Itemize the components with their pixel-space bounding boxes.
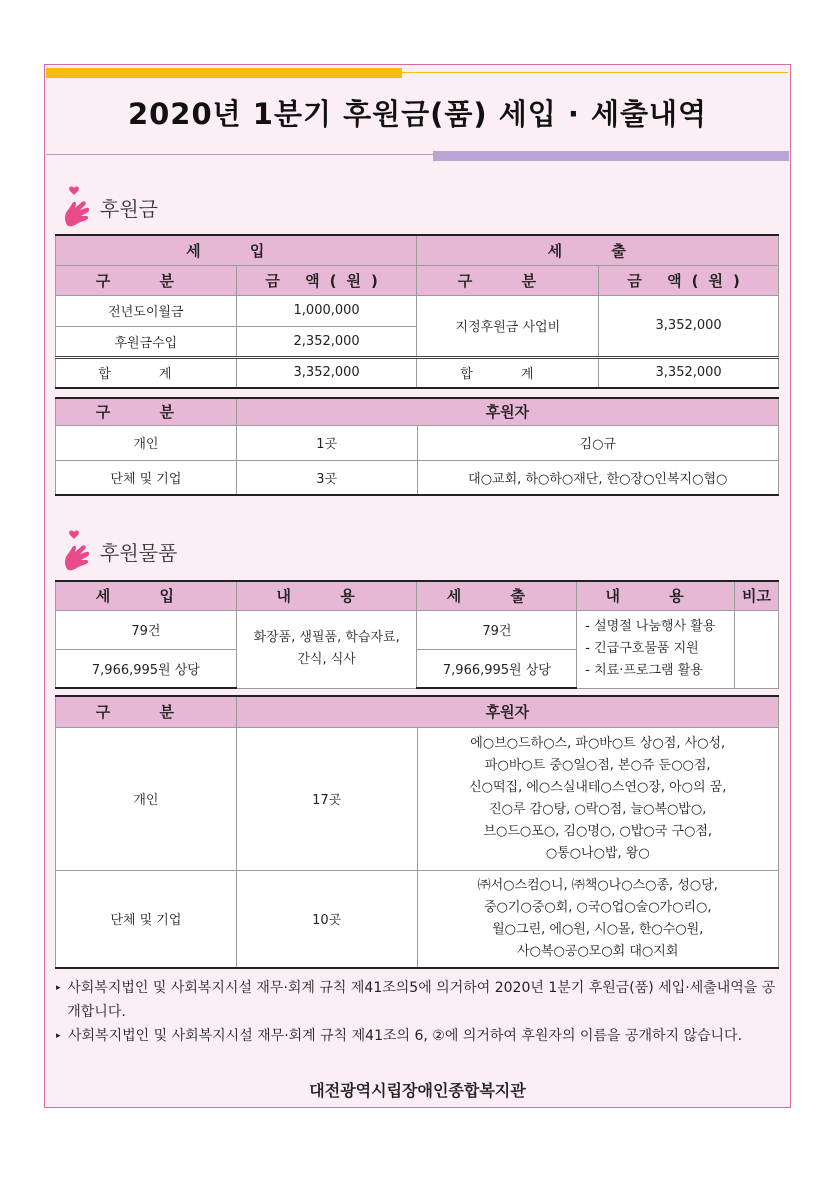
note-text: 사회복지법인 및 사회복지시설 재무·회계 규칙 제41조의5에 의거하여 2020년 1분기 후원금(품) 세입·세출내역을 공개합니다.: [67, 980, 776, 1020]
table-row: [56, 727, 779, 870]
purple-accent-bar: [433, 151, 789, 161]
income-amount: 2,352,000: [236, 326, 417, 357]
income-header: 세 입: [56, 235, 417, 265]
total-label: 합 계: [56, 357, 237, 388]
col-donors: 후원자: [236, 696, 778, 727]
expense-value: 7,966,995원 상당: [417, 649, 577, 688]
gold-accent-line: [402, 72, 788, 73]
col-category: 구 분: [56, 265, 237, 295]
section-heading-money: [62, 186, 158, 228]
notes: [56, 976, 786, 1048]
donor-category: 단체 및 기업: [56, 460, 237, 495]
col-content: 내 용: [577, 581, 735, 610]
note-item: [56, 976, 786, 1024]
donor-names-line: 사○복○공○모○회 대○지회: [517, 943, 679, 959]
col-income: 세 입: [56, 581, 237, 610]
note-item: [56, 1024, 786, 1048]
table-row: [56, 460, 779, 495]
donor-names: 김○규: [417, 425, 779, 460]
donor-names-line: 에○브○드하○스, 파○바○트 상○점, 사○성,: [470, 735, 726, 751]
expense-total: 3,352,000: [599, 357, 779, 388]
donor-category: 개인: [56, 425, 237, 460]
total-row: [56, 357, 779, 388]
col-note: 비고: [735, 581, 779, 610]
expense-count: 79건: [417, 610, 577, 649]
section-title: 후원금: [100, 196, 158, 221]
section-heading-goods: [62, 530, 177, 572]
gold-accent-bar: [46, 68, 402, 78]
donor-names-line: 브○드○포○, 김○명○, ○밥○국 구○점,: [483, 823, 713, 839]
donor-category: 개인: [56, 727, 237, 870]
total-label: 합 계: [417, 357, 599, 388]
col-expense: 세 출: [417, 581, 577, 610]
goods-donor-table: [55, 695, 779, 969]
donor-names-line: ㈜서○스컴○니, ㈜책○나○스○종, 성○당,: [477, 877, 718, 893]
note-text: 사회복지법인 및 사회복지시설 재무·회계 규칙 제41조의 6, ②에 의거하여 후원자의 이름을 공개하지 않습니다.: [68, 1028, 743, 1044]
col-category: 구 분: [56, 398, 237, 425]
col-amount: 금 액(원): [599, 265, 779, 295]
donor-names-line: 진○루 감○탕, ○락○점, 늘○복○밥○,: [489, 801, 707, 817]
table-row: [56, 610, 779, 649]
money-donor-table: [55, 397, 779, 496]
donor-count: 17곳: [236, 727, 417, 870]
income-category: 후원금수입: [56, 326, 237, 357]
donor-names-line: ○통○나○밥, 왕○: [545, 845, 650, 861]
page-title: 2020년 1분기 후원금(품) 세입 · 세출내역: [127, 97, 708, 131]
col-donors: 후원자: [236, 398, 778, 425]
expense-content-item: - 치료·프로그램 활용: [585, 663, 703, 678]
income-amount: 1,000,000: [236, 295, 417, 326]
note-cell: [735, 610, 779, 688]
donor-names: 대○교회, 하○하○재단, 한○장○인복지○협○: [417, 460, 779, 495]
income-value: 7,966,995원 상당: [56, 649, 237, 688]
expense-content-item: - 긴급구호물품 지원: [585, 641, 699, 656]
donor-count: 1곳: [236, 425, 417, 460]
income-total: 3,352,000: [236, 357, 417, 388]
donor-names-line: 신○떡집, 에○스실내테○스연○장, 아○의 꿈,: [469, 779, 727, 795]
triangle-bullet-icon: ▸: [56, 1031, 61, 1041]
donor-count: 10곳: [236, 870, 417, 968]
table-row: [56, 295, 779, 326]
donor-names: [417, 870, 779, 968]
expense-header: 세 출: [417, 235, 779, 265]
expense-content: [577, 610, 735, 688]
finger-heart-icon: [62, 186, 94, 228]
purple-accent-line: [46, 154, 434, 155]
table-row: [56, 870, 779, 968]
donor-names-line: 월○그린, 에○원, 시○몰, 한○수○원,: [492, 921, 704, 937]
goods-table: [55, 580, 779, 689]
donor-names-line: 파○바○트 중○일○점, 본○쥬 둔○○점,: [484, 757, 711, 773]
triangle-bullet-icon: ▸: [56, 983, 61, 993]
col-amount: 금 액(원): [236, 265, 417, 295]
expense-amount: 3,352,000: [599, 295, 779, 357]
income-content: 화장품, 생필품, 학습자료, 간식, 식사: [236, 610, 417, 688]
expense-content-item: - 설명절 나눔행사 활용: [585, 619, 716, 634]
donor-names-line: 중○기○중○회, ○국○업○술○가○리○,: [483, 899, 712, 915]
table-row: [56, 425, 779, 460]
section-title: 후원물품: [100, 540, 178, 565]
donor-count: 3곳: [236, 460, 417, 495]
finger-heart-icon: [62, 530, 94, 572]
col-category: 구 분: [56, 696, 237, 727]
col-category: 구 분: [417, 265, 599, 295]
donor-category: 단체 및 기업: [56, 870, 237, 968]
income-count: 79건: [56, 610, 237, 649]
donor-names: [417, 727, 779, 870]
money-table: [55, 234, 779, 389]
col-content: 내 용: [236, 581, 417, 610]
organization-name: 대전광역시립장애인종합복지관: [309, 1081, 526, 1100]
expense-category: 지정후원금 사업비: [417, 295, 599, 357]
income-category: 전년도이월금: [56, 295, 237, 326]
